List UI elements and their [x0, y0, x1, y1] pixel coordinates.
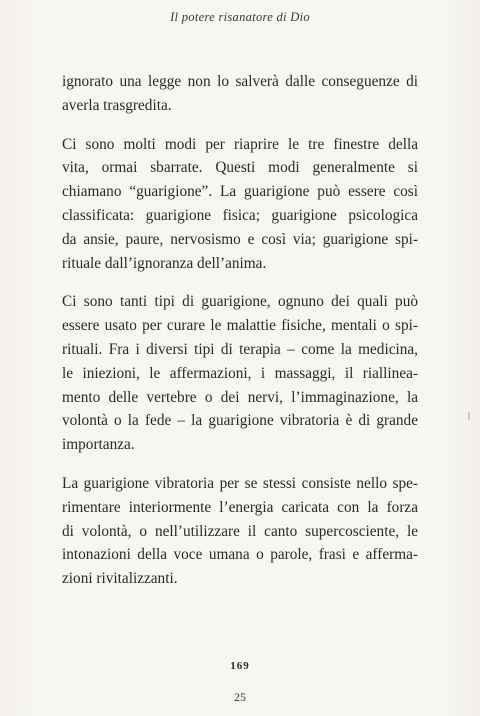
text-line: La guarigione vibratoria per se stessi consiste nello spe-: [62, 474, 418, 492]
text-line: essere usato per curare le malattie fisiche, mentali o spi-: [62, 317, 418, 335]
body-text: [62, 70, 418, 606]
page-number: 25: [234, 690, 246, 704]
text-line: rituali. Fra i diversi tipi di terapia – come la medicina,: [62, 340, 418, 358]
text-line: intonazioni della voce umana o parole, frasi e afferma-: [62, 546, 418, 564]
text-line: chiamano “guarigione”. La guarigione può essere così: [62, 183, 418, 201]
paragraph-4: [62, 472, 418, 591]
paragraph-1: [62, 70, 418, 118]
text-line: zioni rivitalizzanti.: [62, 570, 178, 588]
text-line: classificata: guarigione fisica; guarigione psicologica: [62, 206, 418, 224]
text-line: rituale dall’ignoranza dell’anima.: [62, 254, 267, 272]
text-line: rimentare interiormente l’energia caricata con la forza: [62, 498, 418, 516]
paragraph-2: [62, 133, 418, 276]
text-line: vita, ormai sbarrate. Questi modi generalmente si: [62, 159, 418, 177]
text-line: di volontà, o nell’utilizzare il canto supercosciente, le: [62, 522, 418, 540]
text-line: le iniezioni, le affermazioni, i massaggi, il riallinea-: [62, 364, 418, 382]
text-line: ignorato una legge non lo salverà dalle conseguenze di: [62, 73, 418, 90]
text-line: importanza.: [62, 436, 135, 454]
text-line: mento delle vertebre o dei nervi, l’immaginazione, la: [62, 388, 418, 406]
original-page-number: 169: [230, 660, 250, 672]
text-line: volontà o la fede – la guarigione vibratoria è di grande: [62, 412, 418, 430]
text-line: Ci sono molti modi per riaprire le tre finestre della: [62, 135, 418, 153]
paragraph-3: [62, 290, 418, 457]
running-head: Il potere risanatore di Dio: [170, 10, 310, 24]
text-line: averla trasgredita.: [62, 96, 172, 114]
text-line: Ci sono tanti tipi di guarigione, ognuno dei quali può: [62, 293, 418, 311]
scan-speck: [468, 412, 470, 420]
text-line: da ansie, paure, nervosismo e così via; guarigione spi-: [62, 230, 418, 248]
